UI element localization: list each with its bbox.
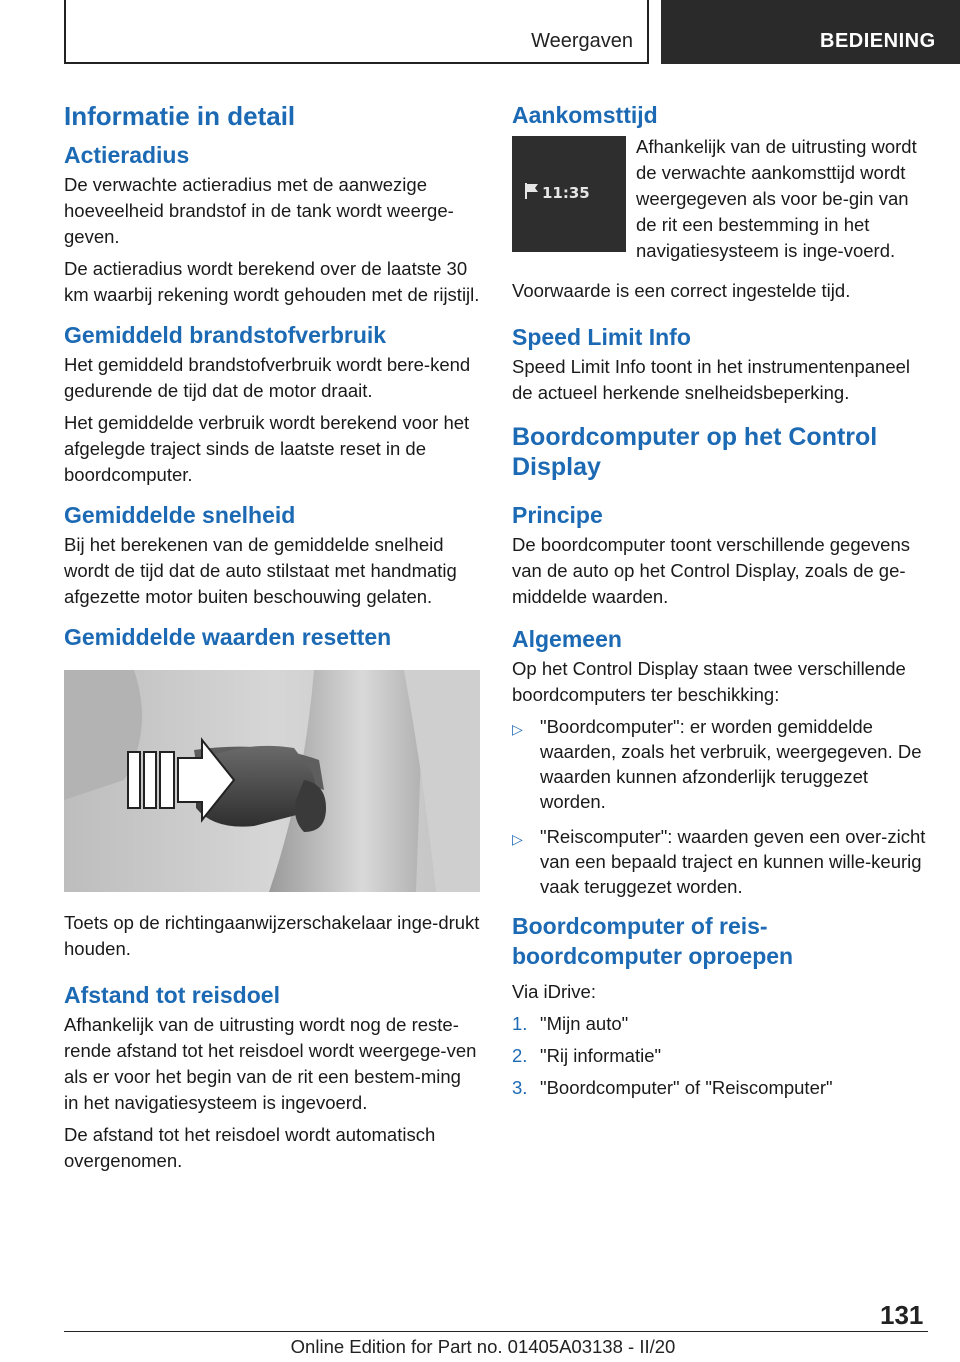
paragraph-afstand-2: De afstand tot het reisdoel wordt automatisch overgenomen. [64,1124,436,1171]
turn-signal-stalk-illustration [64,670,480,892]
paragraph-snelheid: Bij het berekenen van de gemiddelde snelheid wordt de tijd dat de auto stilstaat met handmatig afgezette motor buiten beschouwing gelaten. [64,534,457,607]
heading-speed-limit-info: Speed Limit Info [512,324,691,350]
paragraph-aankomsttijd: Afhankelijk van de uitrusting wordt de verwachte aankomsttijd wordt weergegeven als voor be-gin van de rit een bestemming in het navigatiesysteem is inge-voerd. [636,136,917,261]
paragraph-resetten: Toets op de richtingaanwijzerschakelaar inge-drukt houden. [64,912,480,959]
step-number: 2. [512,1045,528,1066]
triangle-bullet-icon: ▷ [512,721,523,737]
step-number: 3. [512,1077,528,1098]
arrival-time-display [512,136,626,252]
paragraph-afstand-1: Afhankelijk van de uitrusting wordt nog de reste-rende afstand tot het reisdoel wordt weergege-ven als er voor het begin van de rit een bestem-ming in het navigatiesysteem is ingevoerd. [64,1014,477,1113]
header-frame [64,0,649,64]
chapter-tab: BEDIENING [661,0,960,64]
heading-waarden-resetten: Gemiddelde waarden resetten [64,624,392,650]
paragraph-via-idrive: Via iDrive: [512,981,596,1002]
page-number: 131 [880,1300,924,1330]
heading-boordcomputer-control-display: Boordcomputer op het Control Display [512,423,878,481]
paragraph-actieradius-1: De verwachte actieradius met de aanwezige hoeveelheid brandstof in de tank wordt weerge-geven. [64,174,454,247]
idrive-steps-list [512,1011,930,1100]
computer-type-list [512,714,930,899]
list-item [512,1011,930,1036]
heading-informatie-in-detail: Informatie in detail [64,101,296,131]
step-text: "Rij informatie" [540,1045,662,1066]
heading-algemeen: Algemeen [512,626,622,652]
step-text: "Boordcomputer" of "Reiscomputer" [540,1077,833,1098]
paragraph-voorwaarde: Voorwaarde is een correct ingestelde tijd. [512,280,851,301]
paragraph-algemeen: Op het Control Display staan twee verschillende boordcomputers ter beschikking: [512,658,906,705]
heading-oproepen: Boordcomputer of reis-boordcomputer oproepen [512,913,794,969]
paragraph-verbruik-1: Het gemiddeld brandstofverbruik wordt bere-kend gedurende de tijd dat de motor draait. [64,354,471,401]
heading-aankomsttijd: Aankomsttijd [512,102,658,128]
paragraph-speed-limit: Speed Limit Info toont in het instrumentenpaneel de actueel herkende snelheidsbeperking. [512,356,911,403]
heading-brandstofverbruik: Gemiddeld brandstofverbruik [64,322,387,348]
left-column [64,100,480,1180]
list-item: ▷ "Boordcomputer": er worden gemiddelde waarden, zoals het verbruik, weergegeven. De waarden kunnen afzonderlijk teruggezet worden. [512,716,922,812]
list-item: ▷ "Reiscomputer": waarden geven een over-zicht van een bepaald traject en kunnen wille-keurig vaak teruggezet worden. [512,826,926,897]
paragraph-verbruik-2: Het gemiddelde verbruik wordt berekend voor het afgelegde traject sinds de laatste reset in de boordcomputer. [64,412,470,485]
footer-divider [64,1331,928,1332]
edition-footer: Online Edition for Part no. 01405A03138 - II/20 [290,1336,676,1357]
section-title: Weergaven [531,30,633,52]
flag-icon [524,182,540,200]
stalk-drawing [64,670,480,892]
right-column [512,100,930,1107]
step-number: 1. [512,1013,528,1034]
heading-principe: Principe [512,502,603,528]
heading-gemiddelde-snelheid: Gemiddelde snelheid [64,502,296,528]
paragraph-principe: De boordcomputer toont verschillende gegevens van de auto op het Control Display, zoals de ge-middelde waarden. [512,534,910,607]
arrival-time-block [512,134,930,270]
list-item [512,1043,930,1068]
heading-actieradius: Actieradius [64,142,190,168]
triangle-bullet-icon: ▷ [512,831,523,847]
step-text: "Mijn auto" [540,1013,629,1034]
list-item [512,1075,930,1100]
arrival-time-value: 11:35 [542,184,590,202]
paragraph-actieradius-2: De actieradius wordt berekend over de laatste 30 km waarbij rekening wordt gehouden met de rijstijl. [64,258,480,305]
heading-afstand-reisdoel: Afstand tot reisdoel [64,982,280,1008]
